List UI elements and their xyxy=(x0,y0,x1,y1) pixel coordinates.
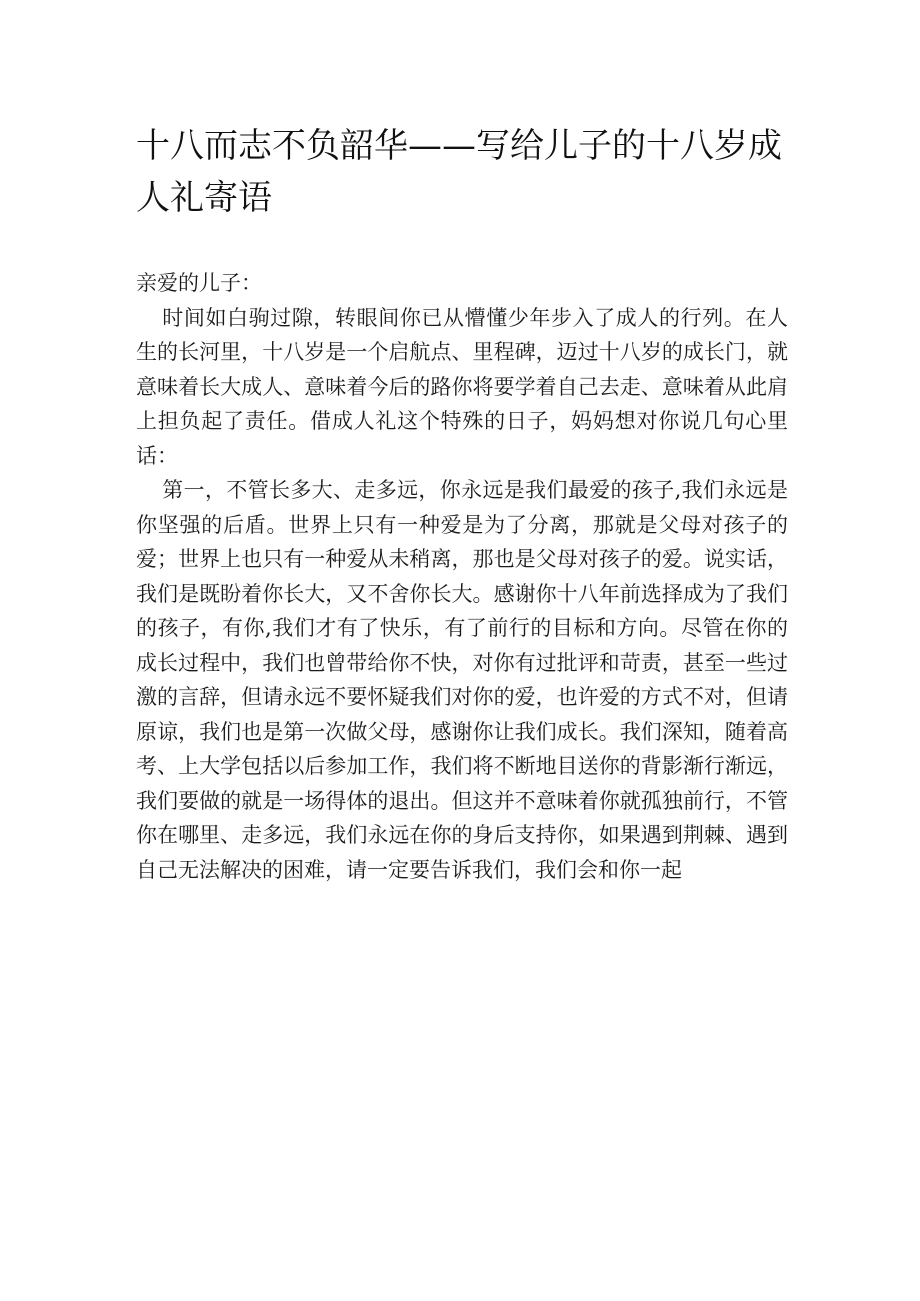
page-title: 十八而志不负韶华——写给儿子的十八岁成人礼寄语 xyxy=(136,126,782,218)
paragraph-2: 第一，不管长多大、走多远，你永远是我们最爱的孩子,我们永远是你坚强的后盾。世界上只有一种爱是为了分离，那就是父母对孩子的爱；世界上也只有一种爱从未稍离，那也是父母对孩子的爱。说实话，我们是既盼着你长大，又不舍你长大。感谢你十八年前选择成为了我们的孩子，有你,我们才有了快乐，有了前行的目标和方向。尽管在你的成长过程中，我们也曾带给你不快，对你有过批评和苛责，甚至一些过激的言辞，但请永远不要怀疑我们对你的爱，也许爱的方式不对，但请原谅，我们也是第一次做父母，感谢你让我们成长。我们深知，随着高考、上大学包括以后参加工作，我们将不断地目送你的背影渐行渐远，我们要做的就是一场得体的退出。但这并不意味着你就孤独前行，不管你在哪里、走多远，我们永远在你的身后支持你，如果遇到荆棘、遇到自己无法解决的困难，请一定要告诉我们，我们会和你一起 xyxy=(136,478,788,882)
paragraph-1: 时间如白驹过隙，转眼间你已从懵懂少年步入了成人的行列。在人生的长河里，十八岁是一个启航点、里程碑，迈过十八岁的成长门，就意味着长大成人、意味着今后的路你将要学着自己去走、意味着从此肩上担负起了责任。借成人礼这个特殊的日子，妈妈想对你说几句心里话： xyxy=(136,305,788,468)
salutation: 亲爱的儿子： xyxy=(136,271,262,295)
letter-body xyxy=(136,266,788,887)
